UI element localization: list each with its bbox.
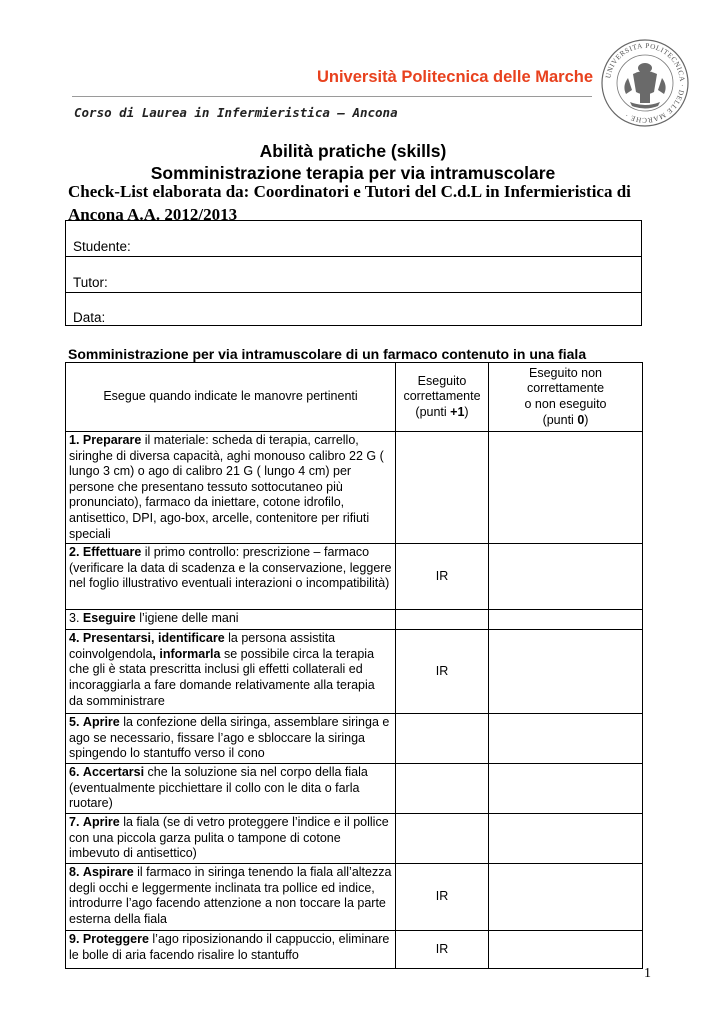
header-incorrect-line1: Eseguito non [529,365,602,380]
step-number: 7. [69,815,80,830]
points-suffix: ) [584,412,589,427]
mark-label: IR [435,663,449,678]
step-cell [66,610,396,630]
student-label: Studente: [73,239,131,254]
student-row[interactable] [66,221,641,257]
step-cell [66,931,396,969]
incorrect-cell[interactable] [489,814,643,864]
correct-cell[interactable] [396,544,489,610]
university-seal-logo [600,38,690,128]
header-correct-points [399,405,485,421]
step-number: 6. [69,765,80,780]
step-description: che la soluzione sia nel corpo della fiala (eventualmente picchiettare il collo con le dita o farla ruotare) [69,765,368,811]
correct-cell[interactable] [396,764,489,814]
step-action: Aspirare [82,865,134,880]
incorrect-cell[interactable] [489,864,643,931]
incorrect-cell[interactable] [489,630,643,714]
table-row [66,764,643,814]
step-number: 2. [69,545,80,560]
step-number: 3. [69,611,80,626]
step-action: Eseguire [82,611,136,626]
step-number: 8. [69,865,80,880]
correct-cell[interactable] [396,610,489,630]
tutor-label: Tutor: [73,275,108,290]
step-action: Aprire [82,715,120,730]
step-cell [66,764,396,814]
step-action-2: , informarla [152,646,221,661]
table-row [66,432,643,544]
step-number: 1. [69,433,80,447]
step-action: Preparare [82,433,142,447]
step-cell [66,544,396,610]
step-cell [66,814,396,864]
student-info-box [65,220,642,326]
header-incorrect-line2: correttamente [526,381,605,396]
points-prefix: (punti [542,412,578,427]
header-rule [72,96,592,97]
step-description: il farmaco in siringa tenendo la fiala all’altezza degli occhi e leggermente inclinata tra pollice ed indice, introdurre l’ago facendo attenzione a non toccare la parte esterna della fiala [69,865,392,926]
correct-cell[interactable] [396,814,489,864]
correct-cell[interactable] [396,931,489,969]
correct-cell[interactable] [396,432,489,544]
step-description: l’igiene delle mani [135,611,239,626]
skills-checklist-table [65,362,643,969]
mark-label: IR [435,568,449,583]
date-label: Data: [73,310,106,325]
correct-cell[interactable] [396,630,489,714]
incorrect-cell[interactable] [489,714,643,764]
svg-text:UNIVERSITA POLITECNICA · DELLE: UNIVERSITA POLITECNICA · DELLE MARCHE · [604,41,687,125]
incorrect-cell[interactable] [489,610,643,630]
step-cell [66,432,396,544]
table-row [66,630,643,714]
correct-cell[interactable] [396,714,489,764]
incorrect-cell[interactable] [489,931,643,969]
table-row [66,544,643,610]
step-description-2: se possibile circa la terapia che gli è stata prescritta inclusi gli effetti collaterali ed incoraggiarla a fare domande relativamente alla terapia da somministrare [69,646,375,708]
header-incorrect-line3: o non eseguito [524,397,607,411]
academic-year-line: Ancona A.A. 2012/2013 [68,205,238,224]
table-row [66,931,643,969]
step-number: 4. [69,631,80,646]
table-row [66,814,643,864]
table-row [66,714,643,764]
checklist-author-line: Check-List elaborata da: Coordinatori e Tutori del C.d.L in Infermieristica di [68,182,631,201]
incorrect-cell[interactable] [489,432,643,544]
date-row[interactable] [66,293,641,327]
page-number: 1 [644,966,651,981]
step-action: Accertarsi [82,765,145,780]
step-cell [66,714,396,764]
step-description: la fiala (se di vetro proteggere l’indice e il pollice con una piccola garza pulita o tampone di cotone imbevuto di antisettico) [69,815,389,861]
table-row [66,864,643,931]
points-prefix: (punti [415,404,451,419]
header-correct [396,363,489,432]
step-action: Aprire [82,815,120,830]
incorrect-cell[interactable] [489,764,643,814]
university-name: Università Politecnica delle Marche [316,68,593,86]
document-title [68,140,638,184]
points-value: 0 [577,412,585,427]
points-suffix: ) [464,404,469,419]
step-description: l’ago riposizionando il cappuccio, eliminare le bolle di aria facendo risalire lo stantuffo [69,932,390,962]
title-line-2: Somministrazione terapia per via intramuscolare [150,163,556,183]
mark-label: IR [435,889,449,904]
table-header-row [66,363,643,432]
step-description: il materiale: scheda di terapia, carrello, siringhe di diversa capacità, aghi monouso calibro 22 G ( lungo 3 cm) o ago di calibro 21 G ( lungo 4 cm) per persone che presentano tessuto sottocutaneo più pronunciato), farmaco da iniettare, cotone idrofilo, antisettico, DPI, ago-box, arcelle, contenitore per rifiuti speciali [69,433,384,541]
table-row [66,610,643,630]
correct-cell[interactable] [396,864,489,931]
step-action: Proteggere [82,932,149,947]
step-number: 5. [69,715,80,730]
mark-label: IR [435,941,449,956]
step-number: 9. [69,932,80,947]
step-cell [66,864,396,931]
course-name: Corso di Laurea in Infermieristica – Ancona [74,105,398,120]
header-correct-line1: Eseguito [417,373,467,388]
step-action: Effettuare [82,545,142,560]
title-line-1: Abilità pratiche (skills) [259,141,447,161]
points-value: +1 [450,404,465,419]
header-incorrect [489,363,643,432]
step-cell [66,630,396,714]
step-description: la confezione della siringa, assemblare siringa e ago se necessario, fissare l’ago e sbloccare la siringa spingendo lo stantuffo verso il cono [69,715,390,761]
section-title: Somministrazione per via intramuscolare di un farmaco contenuto in una fiala [68,346,587,362]
header-incorrect-points [492,413,639,429]
incorrect-cell[interactable] [489,544,643,610]
header-procedure-label: Esegue quando indicate le manovre pertinenti [103,389,358,404]
header-procedure [66,363,396,432]
step-action: Presentarsi, identificare [82,631,225,646]
step-description: il primo controllo: prescrizione – farmaco (verificare la data di scadenza e la conservazione, leggere nel foglio illustrativo eventuali interazioni o incompatibilità) [69,545,392,591]
header-correct-line2: correttamente [403,389,481,404]
step-description: la persona assistita coinvolgendola [69,631,336,661]
tutor-row[interactable] [66,257,641,293]
